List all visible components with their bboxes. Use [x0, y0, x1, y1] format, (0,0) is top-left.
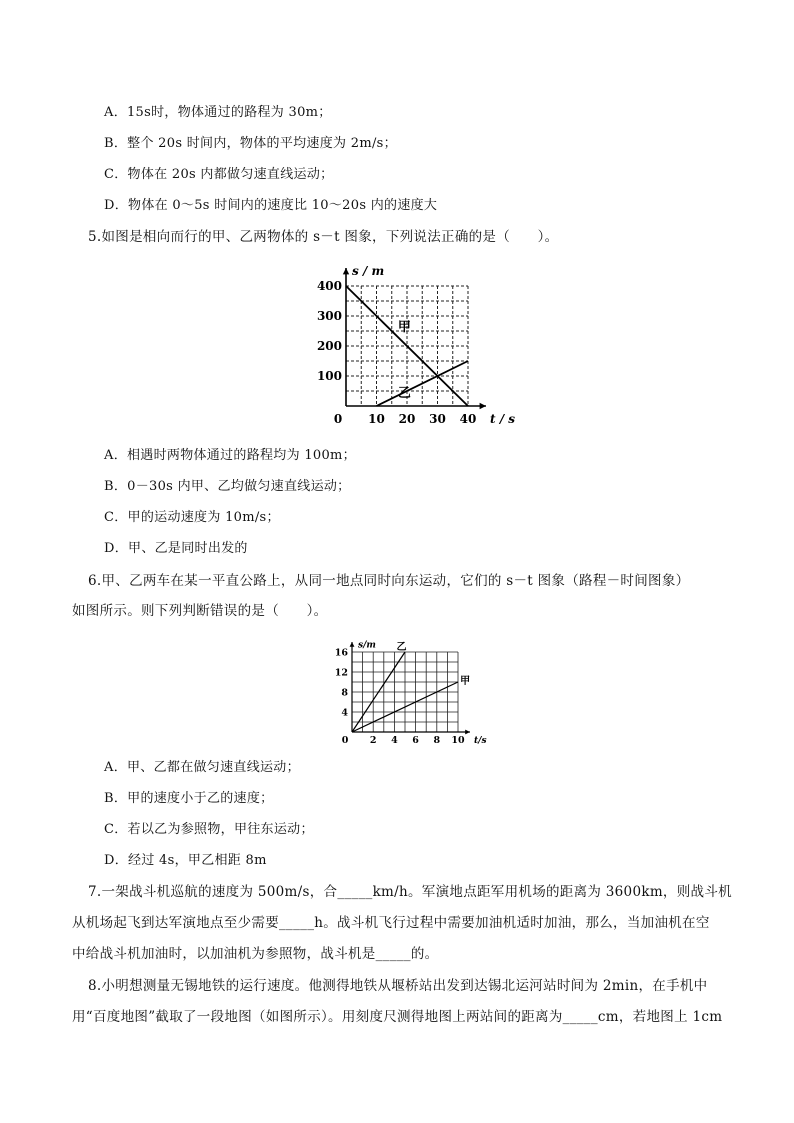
x-tick-label: 2	[369, 735, 377, 746]
q7-line1: 7.一架战斗机巡航的速度为 500m/s，合_____km/h。军演地点距军用机场的距离为 3600km，则战斗机	[88, 884, 732, 900]
x-tick-label: 10	[368, 412, 385, 426]
q6-stem-line2: 如图所示。则下列判断错误的是（ ）。	[72, 603, 328, 619]
q6-option-d: D．经过 4s，甲乙相距 8m	[104, 853, 267, 868]
y-axis-label: s/m	[358, 640, 376, 651]
y-tick-label: 300	[316, 309, 342, 324]
origin-label: 0	[333, 412, 343, 426]
x-axis-label: t / s	[490, 412, 516, 426]
x-tick-label: 6	[412, 735, 419, 746]
x-tick-label: 8	[433, 735, 441, 746]
y-tick-label: 400	[316, 279, 342, 294]
x-tick-label: 40	[459, 412, 477, 426]
q7-line3: 中给战斗机加油时，以加油机为参照物，战斗机是_____的。	[72, 946, 439, 962]
q6-chart	[330, 632, 494, 750]
q6-option-b: B．甲的速度小于乙的速度；	[104, 791, 274, 806]
q6-option-c: C．若以乙为参照物，甲往东运动；	[104, 822, 314, 837]
origin-label: 0	[341, 735, 349, 746]
q8-line2: 用“百度地图”截取了一段地图（如图所示）。用刻度尺测得地图上两站间的距离为_____cm，若地图上 1cm	[72, 1009, 723, 1025]
x-tick-label: 30	[429, 412, 446, 426]
y-tick-label: 12	[334, 667, 348, 679]
y-axis-arrow	[350, 642, 355, 647]
y-axis-label: s / m	[352, 264, 385, 279]
q5-option-b: B．0－30s 内甲、乙均做匀速直线运动；	[104, 479, 351, 494]
x-tick-label: 10	[451, 735, 465, 746]
y-axis-arrow	[343, 268, 349, 274]
q5-option-a: A．相遇时两物体通过的路程均为 100m；	[104, 448, 356, 463]
y-tick-label: 4	[341, 707, 348, 719]
q5-option-c: C．甲的运动速度为 10m/s；	[104, 510, 280, 525]
y-tick-label: 16	[334, 647, 348, 659]
q5-option-d: D．甲、乙是同时出发的	[104, 541, 248, 556]
y-tick-label: 8	[341, 687, 348, 699]
x-axis-arrow	[480, 403, 486, 409]
x-tick-label: 4	[391, 735, 398, 746]
series-label: 乙	[396, 642, 407, 653]
q4-option-c: C．物体在 20s 内都做匀速直线运动；	[104, 167, 334, 182]
series-label: 乙	[397, 386, 411, 401]
x-axis-label: t/s	[474, 736, 487, 746]
series-label: 甲	[460, 676, 471, 687]
q5-chart	[300, 256, 516, 432]
x-axis-arrow	[465, 730, 470, 735]
x-tick-label: 20	[398, 412, 416, 426]
q5-stem: 5.如图是相向而行的甲、乙两物体的 s－t 图象，下列说法正确的是（ ）。	[88, 229, 559, 245]
y-tick-label: 100	[316, 369, 342, 384]
q6-option-a: A．甲、乙都在做匀速直线运动；	[104, 760, 300, 775]
y-tick-label: 200	[316, 339, 342, 354]
q4-option-d: D．物体在 0～5s 时间内的速度比 10～20s 内的速度大	[104, 198, 438, 213]
series-label: 甲	[397, 320, 411, 335]
q6-stem-line1: 6.甲、乙两车在某一平直公路上，从同一地点同时向东运动，它们的 s－t 图象（路程－时间图象）	[88, 573, 690, 589]
q7-line2: 从机场起飞到达军演地点至少需要_____h。战斗机飞行过程中需要加油机适时加油，那么，当加油机在空	[72, 915, 710, 931]
q8-line1: 8.小明想测量无锡地铁的运行速度。他测得地铁从堰桥站出发到达锡北运河站时间为 2min，在手机中	[88, 978, 708, 994]
q4-option-a: A．15s时，物体通过的路程为 30m；	[104, 105, 332, 120]
q4-option-b: B．整个 20s 时间内，物体的平均速度为 2m/s；	[104, 136, 397, 151]
